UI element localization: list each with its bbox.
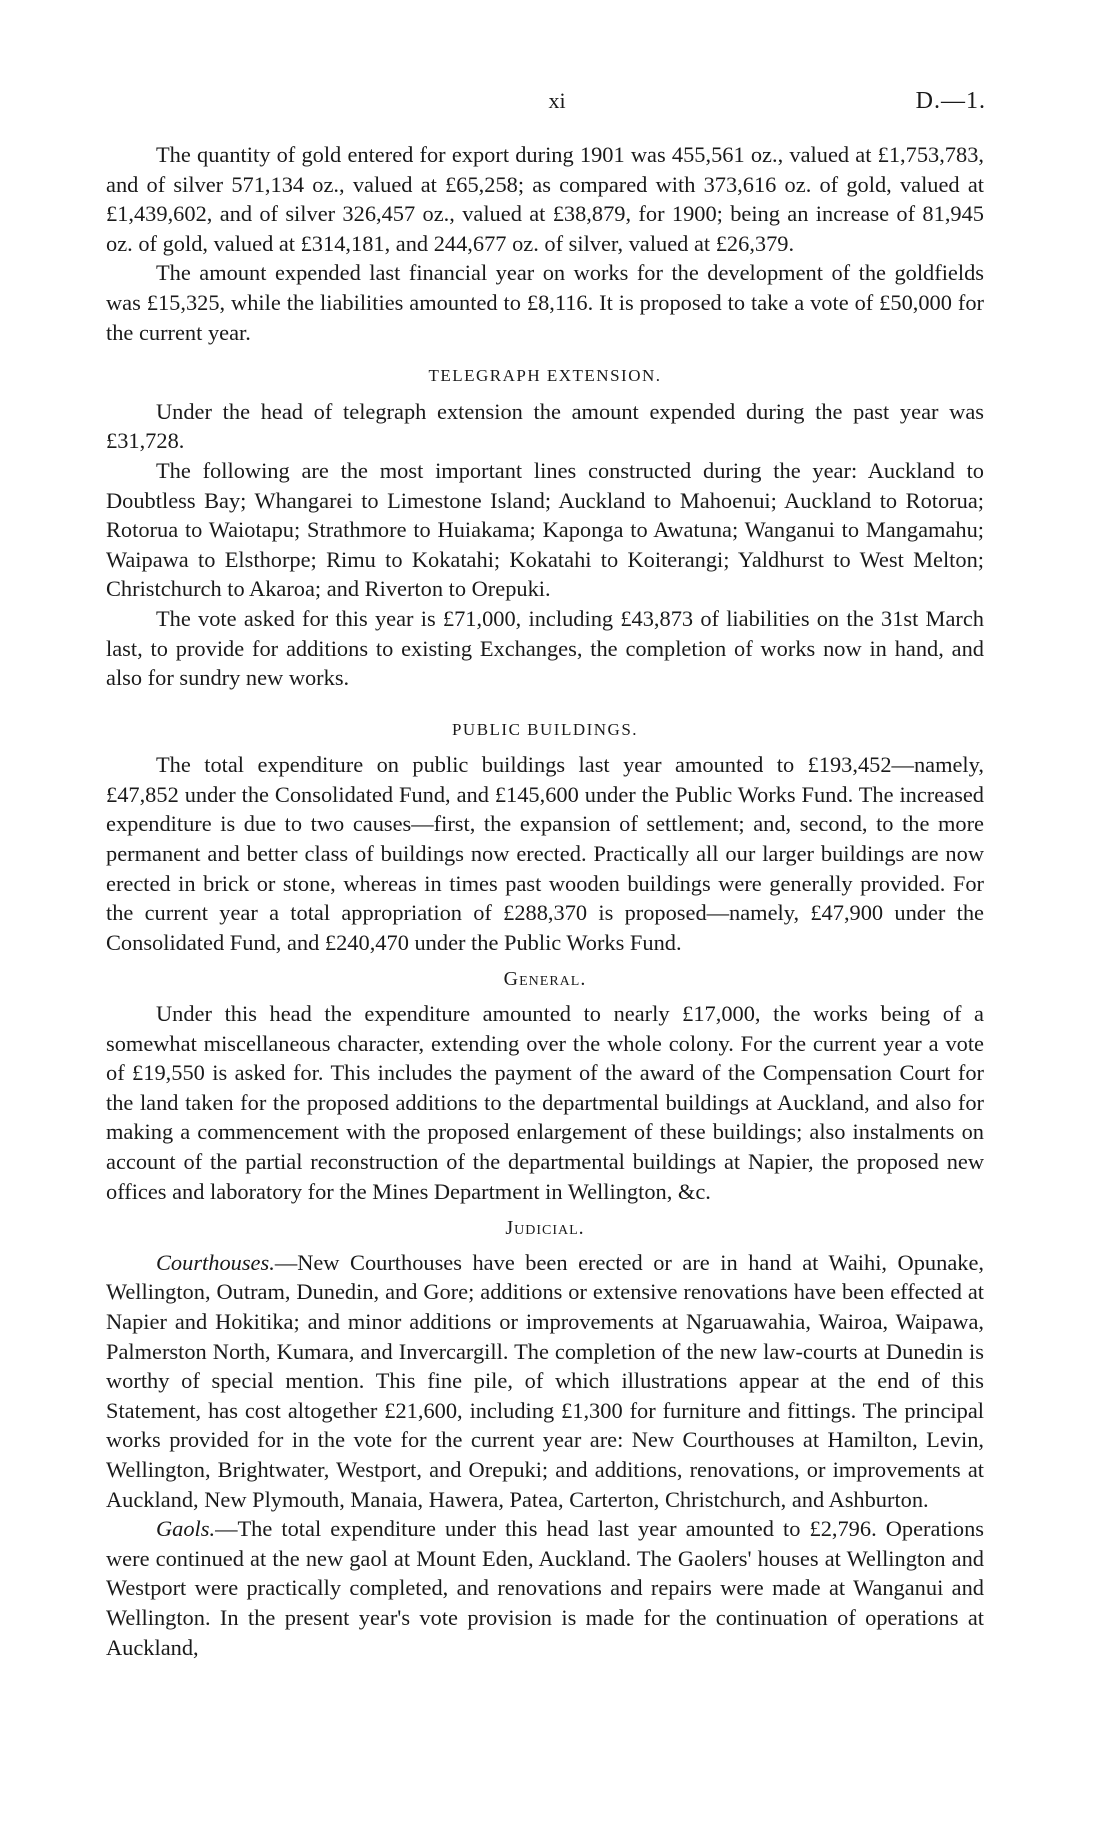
document-body <box>106 140 984 1662</box>
telegraph-lines-paragraph: The following are the most important lines constructed during the year: Auckland to Doubtless Bay; Whangarei to Limestone Island; Auckland to Mahoenui; Auckland to Rotorua; Rotorua to Waiotapu; Strathmore to Huiakama; Kaponga to Awatuna; Wanganui to Mangamahu; Waipawa to Elsthorpe; Rimu to Kokatahi; Kokatahi to Koiterangi; Yaldhurst to West Melton; Christchurch to Akaroa; and Riverton to Orepuki. <box>106 457 984 602</box>
general-paragraph: Under this head the expenditure amounted to nearly £17,000, the works being of a somewhat miscellaneous character, extending over the whole colony. For the current year a vote of £19,550 is asked for. This includes the payment of the award of the Compensation Court for the land taken for the proposed additions to the departmental buildings at Auckland, and also for making a commencement with the proposed enlargement of these buildings; also instalments on account of the partial reconstruction of the departmental buildings at Napier, the proposed new offices and laboratory for the Mines Department in Wellington, &c. <box>106 1001 984 1204</box>
telegraph-extension-heading: TELEGRAPH EXTENSION. <box>428 366 662 386</box>
courthouses-text: —New Courthouses have been erected or are in hand at Waihi, Opunake, Wellington, Outram, Dunedin, and Gore; additions or extensive renovations have been effected at Napier and Hokitika; and minor additions or improvements at Ngaruawahia, Wairoa, Waipawa, Palmerston North, Kumara, and Invercargill. The completion of the new law-courts at Dunedin is worthy of special mention. This fine pile, of which illustrations appear at the end of this Statement, has cost altogether £21,600, including £1,300 for furniture and fittings. The principal works provided for in the vote for the current year are: New Courthouses at Hamilton, Levin, Wellington, Brightwater, Westport, and Orepuki; and additions, renovations, or improvements at Auckland, New Plymouth, Manaia, Hawera, Patea, Carterton, Christchurch, and Ashburton. <box>106 1249 984 1512</box>
goldfields-paragraph: The amount expended last financial year on works for the development of the goldfields was £15,325, while the liabilities amounted to £8,116. It is proposed to take a vote of £50,000 for the current year. <box>106 260 984 345</box>
document-reference: D.—1. <box>915 88 986 114</box>
gaols-text: —The total expenditure under this head last year amounted to £2,796. Operations were continued at the new gaol at Mount Eden, Auckland. The Gaolers' houses at Wellington and Westport were practically completed, and renovations and repairs were made at Wanganui and Wellington. In the present year's vote provision is made for the continuation of operations at Auckland, <box>106 1516 984 1660</box>
courthouses-paragraph <box>106 1248 984 1514</box>
page-number: xi <box>548 88 566 113</box>
telegraph-expenditure-paragraph: Under the head of telegraph extension the amount expended during the past year was £31,728. <box>106 398 984 454</box>
public-buildings-heading: PUBLIC BUILDINGS. <box>451 719 639 739</box>
gaols-label: Gaols. <box>156 1516 216 1542</box>
general-heading: General. <box>503 968 587 991</box>
public-buildings-paragraph: The total expenditure on public buildings last year amounted to £193,452—namely, £47,852 under the Consolidated Fund, and £145,600 under the Public Works Fund. The increased expenditure is due to two causes—first, the expansion of settlement; and, second, to the more permanent and better class of buildings now erected. Practically all our larger buildings are now erected in brick or stone, whereas in times past wooden buildings were generally provided. For the current year a total appropriation of £288,370 is proposed—namely, £47,900 under the Consolidated Fund, and £240,470 under the Public Works Fund. <box>106 752 984 955</box>
telegraph-vote-paragraph: The vote asked for this year is £71,000, including £43,873 of liabilities on the 31st March last, to provide for additions to existing Exchanges, the completion of works now in hand, and also for sundry new works. <box>106 605 984 691</box>
gaols-paragraph <box>106 1514 984 1662</box>
courthouses-label: Courthouses. <box>156 1249 275 1275</box>
gold-export-paragraph: The quantity of gold entered for export during 1901 was 455,561 oz., valued at £1,753,783, and of silver 571,134 oz., valued at £65,258; as compared with 373,616 oz. of gold, valued at £1,439,602, and of silver 326,457 oz., valued at £38,879, for 1900; being an increase of 81,945 oz. of gold, valued at £314,181, and 244,677 oz. of silver, valued at £26,379. <box>106 142 984 256</box>
judicial-heading: Judicial. <box>505 1217 585 1240</box>
